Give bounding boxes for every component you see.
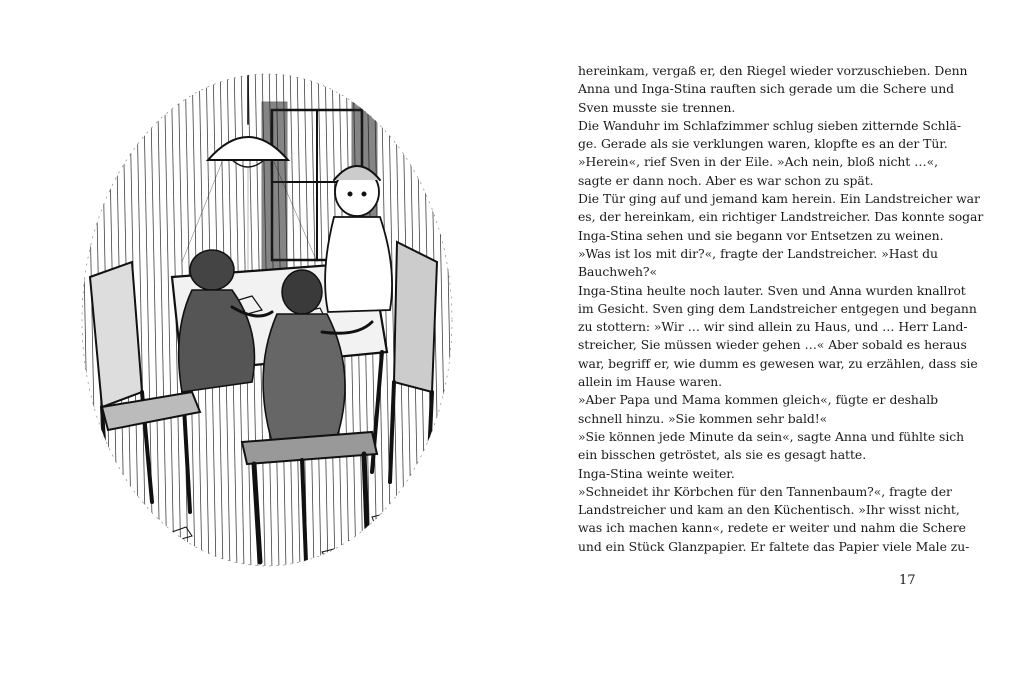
text-line: ein bisschen getröstet, als sie es gesagt hatte. [578,447,867,463]
text-line: »Schneidet ihr Körbchen für den Tannenbaum?«, fragte der [578,483,952,499]
text-line: sagte er dann noch. Aber es war schon zu spät. [578,172,874,188]
text-line: im Gesicht. Sven ging dem Landstreicher entgegen und begann [578,300,977,316]
text-line: was ich machen kann«, redete er weiter und nahm die Schere [578,520,966,536]
text-line: schnell hinzu. »Sie kommen sehr bald!« [578,410,828,426]
text-line: »Was ist los mit dir?«, fragte der Landstreicher. »Hast du [578,245,938,261]
text-line: zu stottern: »Wir … wir sind allein zu Haus, und … Herr Land- [578,319,968,335]
text-line: »Sie können jede Minute da sein«, sagte Anna und fühlte sich [578,428,965,444]
text-line: streicher, Sie müssen wieder gehen …« Aber sobald es heraus [578,337,967,353]
text-line: es, der hereinkam, ein richtiger Landstreicher. Das konnte sogar [578,209,984,225]
text-line: hereinkam, vergaß er, den Riegel wieder vorzuschieben. Denn [578,63,968,78]
text-line: war, begriff er, wie dumm es gewesen war, zu erzählen, dass sie [578,355,978,371]
text-line: »Herein«, rief Sven in der Eile. »Ach nein, bloß nicht …«, [578,154,938,170]
page-number: 17 [899,573,916,588]
text-line: Sven musste sie trennen. [578,99,736,115]
text-line: und ein Stück Glanzpapier. Er faltete das Papier viele Male zu- [578,538,970,554]
text-line: allein im Hause waren. [578,374,723,390]
illustration-children-at-kitchen-table [72,62,472,570]
text-line: Anna und Inga-Stina rauften sich gerade um die Schere und [578,81,955,97]
text-page [578,62,984,556]
text-line: Inga-Stina weinte weiter. [578,465,735,481]
text-line: Bauchweh?« [578,264,658,280]
text-line: Die Tür ging auf und jemand kam herein. Ein Landstreicher war [578,191,980,207]
text-line: ge. Gerade als sie verklungen waren, klopfte es an der Tür. [578,136,948,152]
text-line: Inga-Stina sehen und sie begann vor Entsetzen zu weinen. [578,227,944,243]
text-line: »Aber Papa und Mama kommen gleich«, fügte er deshalb [578,392,938,408]
text-line: Die Wanduhr im Schlafzimmer schlug sieben zitternde Schlä- [578,117,961,133]
text-line: Landstreicher und kam an den Küchentisch. »Ihr wisst nicht, [578,502,960,518]
text-line: Inga-Stina heulte noch lauter. Sven und Anna wurden knallrot [578,282,966,298]
